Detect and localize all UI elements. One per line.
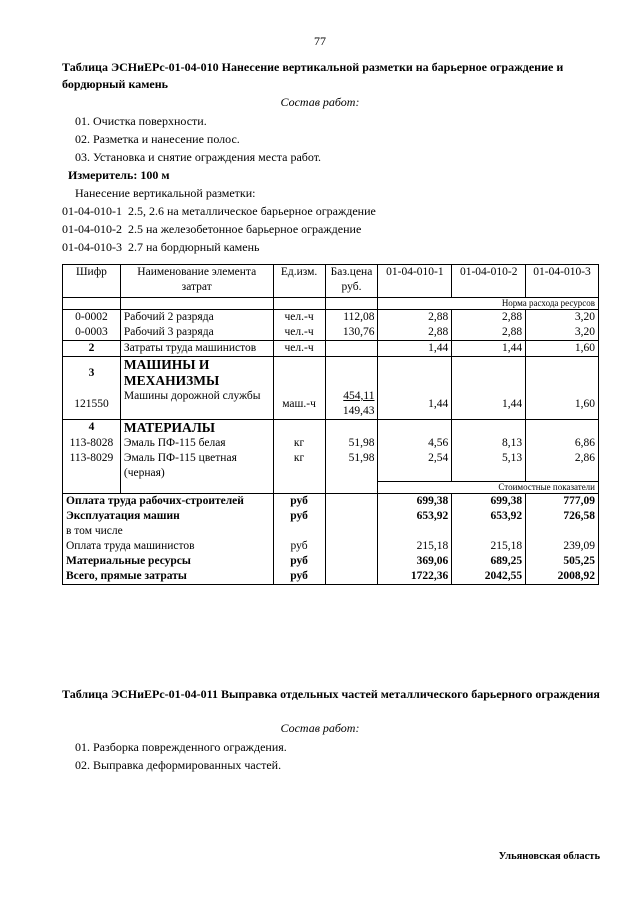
work-step: 02. Разметка и нанесение полос. [75, 132, 240, 146]
header-code-2: 01-04-010-2 [452, 265, 526, 298]
table-row: 4 МАТЕРИАЛЫ [63, 420, 599, 437]
table-row: 113-8028 Эмаль ПФ-115 белая кг 51,98 4,56 8,13 6,86 [63, 436, 599, 451]
cost-section-label: Стоимостные показатели [378, 481, 599, 493]
page-footer-region: Ульяновская область [498, 851, 600, 862]
composition-label-2: Состав работ: [280, 721, 360, 735]
code: 01-04-010-2 [62, 222, 122, 236]
composition-label: Состав работ: [280, 95, 360, 109]
code-description: 2.5 на железобетонное барьерное ограждение [128, 222, 362, 236]
cost-row: Всего, прямые затраты руб 1722,36 2042,55 2008,92 [63, 569, 599, 585]
header-unit: Ед.изм. [273, 265, 325, 298]
price-b: 149,43 [342, 405, 375, 417]
table-title: Таблица ЭСНиЕРс-01-04-010 Нанесение вертикальной разметки на барьерное ограждение и бордюрный камень [62, 60, 564, 91]
code-description: 2.5, 2.6 на металлическое барьерное ограждение [128, 204, 376, 218]
norm-section-row [63, 298, 599, 310]
table-row: 113-8029 Эмаль ПФ-115 цветная (черная) кг 51,98 2,54 5,13 2,86 [63, 451, 599, 481]
table-row: 2 Затраты труда машинистов чел.-ч 1,44 1,44 1,60 [63, 341, 599, 357]
work-step: 01. Разборка поврежденного ограждения. [75, 740, 287, 754]
work-step: 01. Очистка поверхности. [75, 114, 207, 128]
table-row: 121550 Машины дорожной службы маш.-ч 454,11 149,43 1,44 1,44 1,60 [63, 389, 599, 420]
work-step: 03. Установка и снятие ограждения места работ. [75, 150, 322, 164]
cost-row: Оплата труда рабочих-строителей руб 699,38 699,38 777,09 [63, 493, 599, 509]
code-line [62, 204, 376, 219]
cost-row: Оплата труда машинистов руб 215,18 215,18 239,09 [63, 539, 599, 554]
price-a: 454,11 [343, 390, 375, 402]
header-cipher: Шифр [63, 265, 121, 298]
measure-description: Нанесение вертикальной разметки: [75, 186, 256, 200]
cost-row: в том числе [63, 524, 599, 539]
header-base-price: Баз.цена руб. [325, 265, 378, 298]
code-description: 2.7 на бордюрный камень [128, 240, 260, 254]
cost-section-row [63, 481, 599, 493]
header-code-1: 01-04-010-1 [378, 265, 452, 298]
cost-row: Эксплуатация машин руб 653,92 653,92 726,58 [63, 509, 599, 524]
code: 01-04-010-1 [62, 204, 122, 218]
measure-unit: Измеритель: 100 м [68, 168, 170, 182]
code-line [62, 222, 361, 237]
header-name: Наименование элемента затрат [120, 265, 273, 298]
norm-section-label: Норма расхода ресурсов [378, 298, 599, 310]
code: 01-04-010-3 [62, 240, 122, 254]
table-row: 3 МАШИНЫ И МЕХАНИЗМЫ [63, 357, 599, 390]
cost-row: Материальные ресурсы руб 369,06 689,25 505,25 [63, 554, 599, 569]
table-row: 0-0002 Рабочий 2 разряда чел.-ч 112,08 2,88 2,88 3,20 [63, 310, 599, 326]
page-number: 77 [314, 34, 326, 48]
table-header-row [63, 265, 599, 298]
table-row: 0-0003 Рабочий 3 разряда чел.-ч 130,76 2,88 2,88 3,20 [63, 325, 599, 341]
resource-table [62, 264, 599, 585]
header-code-3: 01-04-010-3 [526, 265, 599, 298]
code-line [62, 240, 259, 255]
table-title-2: Таблица ЭСНиЕРс-01-04-011 Выправка отдельных частей металлического барьерного ограждения [62, 687, 600, 701]
work-step: 02. Выправка деформированных частей. [75, 758, 282, 772]
